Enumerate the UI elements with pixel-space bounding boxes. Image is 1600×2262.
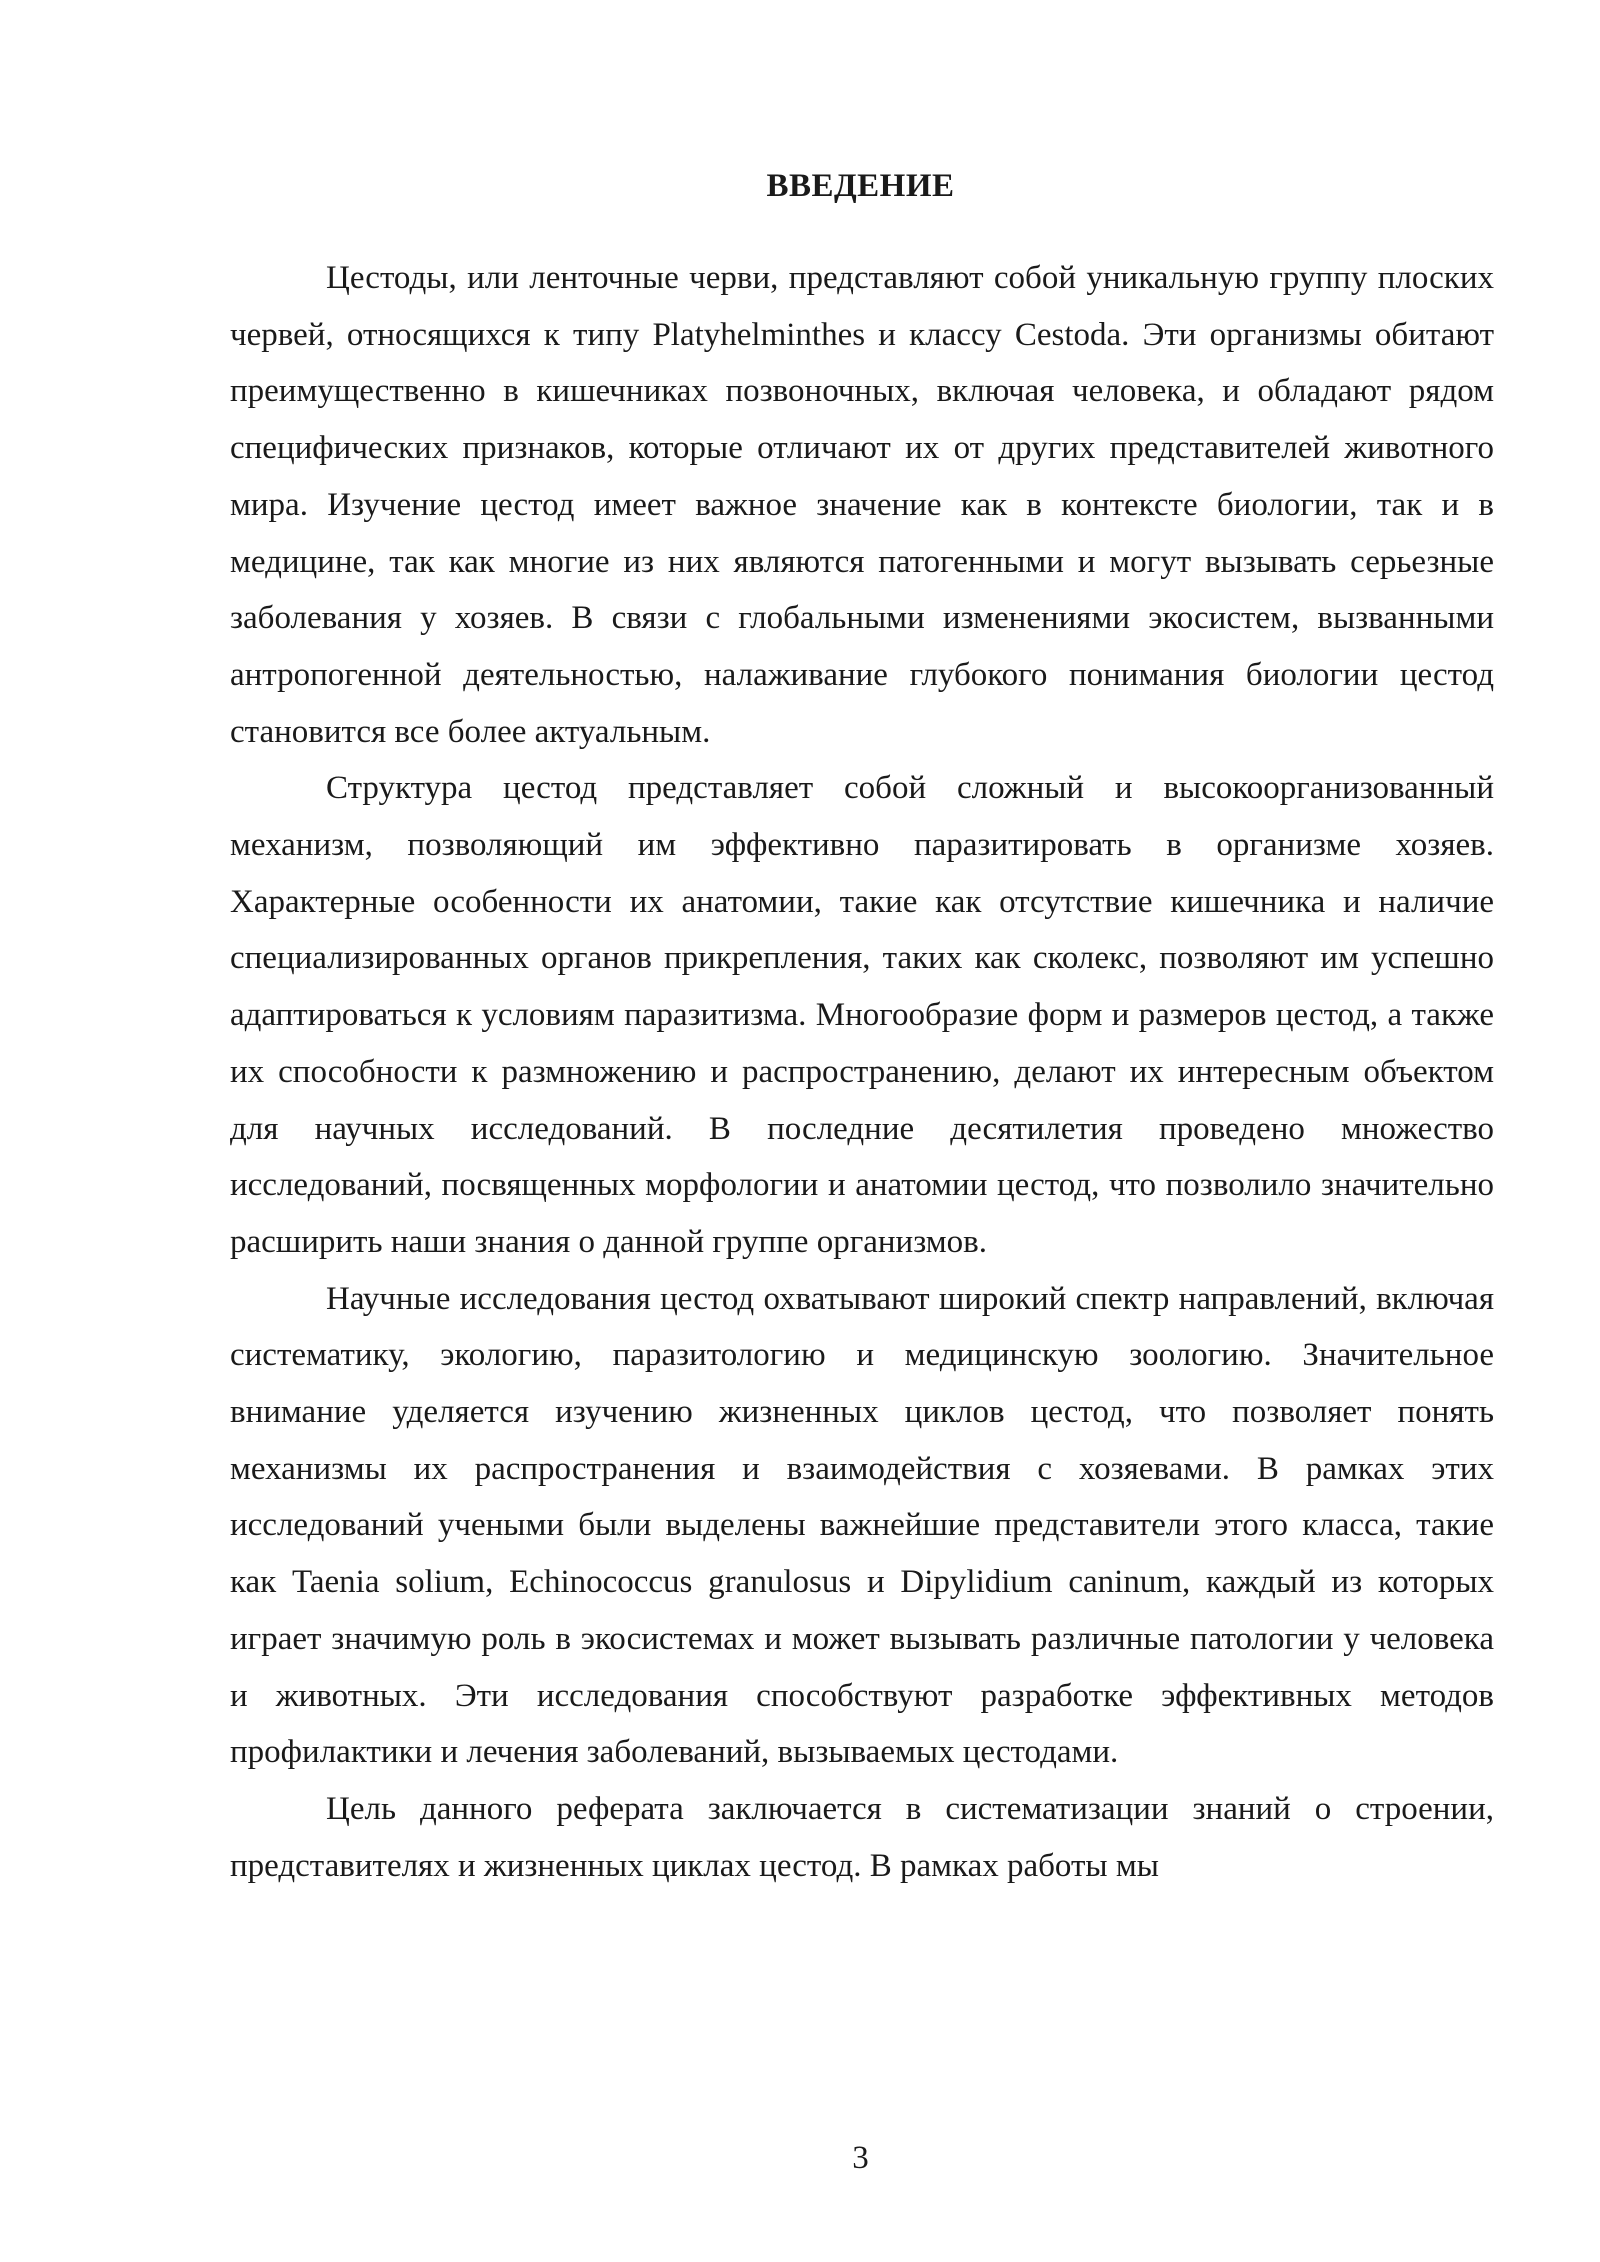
body-text (230, 250, 1494, 1894)
section-heading: ВВЕДЕНИЕ (766, 168, 955, 204)
paragraph-3: Научные исследования цестод охватывают широкий спектр направлений, включая систематику, экологию, паразитологию и медицинскую зоологию. Значительное внимание уделяется изучению жизненных циклов цестод, что позволяет понять механизмы их распространения и взаимодействия с хозяевами. В рамках этих исследований учеными были выделены важнейшие представители этого класса, такие как Taenia solium, Echinococcus granulosus и Dipylidium caninum, каждый из которых играет значимую роль в экосистемах и может вызывать различные патологии у человека и животных. Эти исследования способствуют разработке эффективных методов профилактики и лечения заболеваний, вызываемых цестодами. (230, 1280, 1494, 1771)
paragraph-2: Структура цестод представляет собой сложный и высокоорганизованный механизм, позволяющий им эффективно паразитировать в организме хозяев. Характерные особенности их анатомии, такие как отсутствие кишечника и наличие специализированных органов прикрепления, таких как сколекс, позволяют им успешно адаптироваться к условиям паразитизма. Многообразие форм и размеров цестод, а также их способности к размножению и распространению, делают их интересным объектом для научных исследований. В последние десятилетия проведено множество исследований, посвященных морфологии и анатомии цестод, что позволило значительно расширить наши знания о данной группе организмов. (230, 770, 1494, 1260)
paragraph-1: Цестоды, или ленточные черви, представляют собой уникальную группу плоских червей, относящихся к типу Platyhelminthes и классу Cestoda. Эти организмы обитают преимущественно в кишечниках позвоночных, включая человека, и обладают рядом специфических признаков, которые отличают их от других представителей животного мира. Изучение цестод имеет важное значение как в контексте биологии, так и в медицине, так как многие из них являются патогенными и могут вызывать серьезные заболевания у хозяев. В связи с глобальными изменениями экосистем, вызванными антропогенной деятельностью, налаживание глубокого понимания биологии цестод становится все более актуальным. (230, 260, 1494, 750)
paragraph-4: Цель данного реферата заключается в систематизации знаний о строении, представителях и жизненных циклах цестод. В рамках работы мы (230, 1790, 1494, 1884)
page-number: 3 (852, 2140, 869, 2176)
